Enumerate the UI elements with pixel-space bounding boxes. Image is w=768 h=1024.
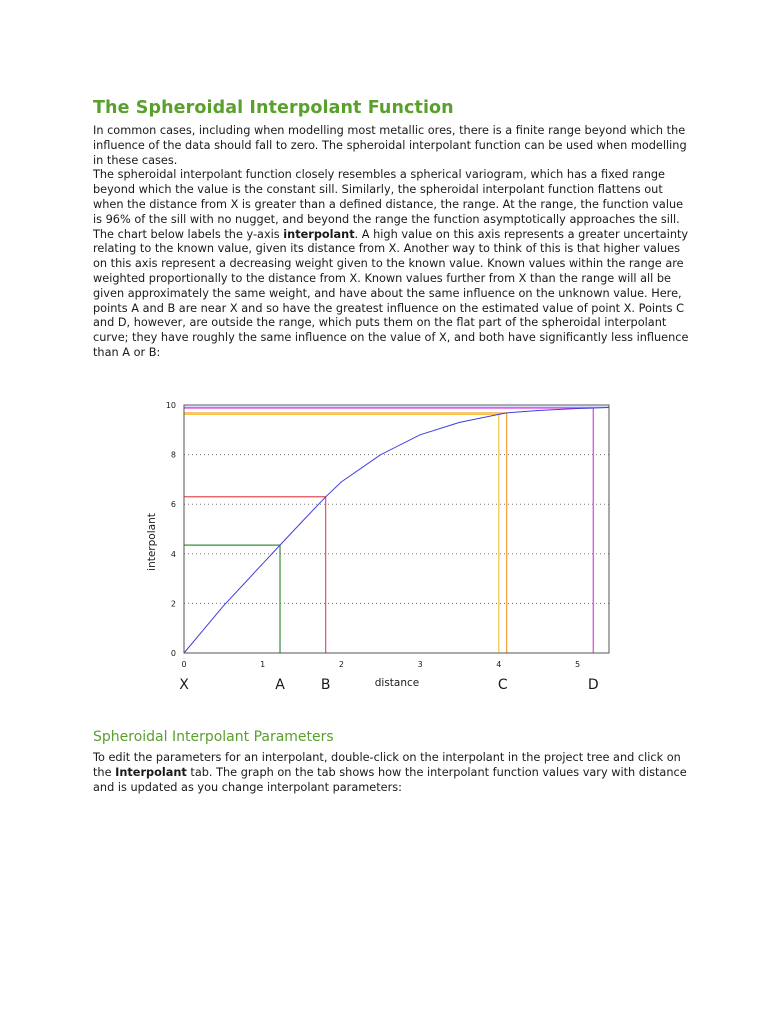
- x-tick-label: 5: [574, 660, 581, 669]
- interpolant-curve: [184, 408, 609, 654]
- marker-d-line: [184, 408, 593, 653]
- point-label-a: A: [275, 677, 285, 693]
- intro-p2-text-b: . A high value on this axis represents a greater uncertainty relating to the known value, given its distance from X. Another way to think of this is that higher values on this axis represent a decreasing weight given to the known value. Known values within the range are weighted proportionally to the distance from X. Known values further from X than the range will all be given approximately the same weight, and have about the same influence on the unknown value. Here, points A and B are near X and so have the greatest influence on the estimated value of point X. Points C and D, however, are outside the range, which puts them on the flat part of the spheroidal interpolant curve; they have roughly the same influence on the value of X, and both have significantly less influence than A or B:: [93, 227, 689, 359]
- marker-c-line: [184, 413, 507, 653]
- x-axis-label: distance: [374, 677, 420, 689]
- params-text-b: tab. The graph on the tab shows how the interpolant function values vary with distance and is updated as you change interpolant parameters:: [93, 765, 687, 794]
- params-text-a: To edit the parameters for an interpolant, double-click on the interpolant in the project tree and click on the: [93, 751, 681, 779]
- point-label-d: D: [587, 677, 599, 693]
- point-label-x: X: [179, 677, 189, 693]
- spheroidal-chart: [140, 396, 620, 701]
- point-label-b: B: [320, 677, 331, 693]
- y-tick-label: 2: [170, 599, 176, 609]
- y-tick-label: 6: [170, 500, 176, 510]
- chart-grid: [184, 407, 609, 603]
- x-tick-label: 0: [181, 660, 187, 669]
- marker-b-line: [184, 497, 326, 653]
- params-bold: Interpolant: [115, 765, 187, 779]
- x-tick-label: 3: [417, 660, 423, 669]
- intro-p2-text-a: The spheroidal interpolant function closely resembles a spherical variogram, which has a fixed range beyond which the value is the constant sill. Similarly, the spheroidal interpolant function flattens out when the distance from X is greater than a defined distance, the range. At the range, the function value is 96% of the sill with no nugget, and beyond the range the function asymptotically approaches the sill. The chart below labels the y-axis: [93, 168, 684, 241]
- params-text: [93, 751, 693, 795]
- x-tick-label: 4: [496, 660, 502, 669]
- intro-text: [93, 124, 693, 361]
- intro-paragraph-2: [93, 168, 693, 360]
- y-axis-label: interpolant: [146, 513, 158, 571]
- marker-c-line: [184, 414, 499, 653]
- x-tick-label: 2: [338, 660, 344, 669]
- intro-p2-bold: interpolant: [283, 227, 355, 241]
- intro-paragraph-1: In common cases, including when modelling most metallic ores, there is a finite range beyond which the influence of the data should fall to zero. The spheroidal interpolant function can be used when modelling in these cases.: [93, 124, 687, 167]
- y-tick-label: 10: [165, 401, 176, 410]
- y-tick-label: 0: [170, 649, 176, 658]
- page-title: The Spheroidal Interpolant Function: [93, 98, 454, 118]
- chart-markers: [184, 408, 593, 653]
- point-label-c: C: [497, 677, 508, 693]
- params-paragraph: [93, 751, 693, 795]
- section-title: Spheroidal Interpolant Parameters: [93, 729, 334, 745]
- x-tick-label: 1: [260, 660, 266, 669]
- marker-a-line: [184, 545, 280, 653]
- chart-ticks: [166, 401, 580, 669]
- plot-frame: [184, 405, 609, 653]
- y-tick-label: 4: [170, 549, 176, 559]
- y-tick-label: 8: [170, 450, 176, 460]
